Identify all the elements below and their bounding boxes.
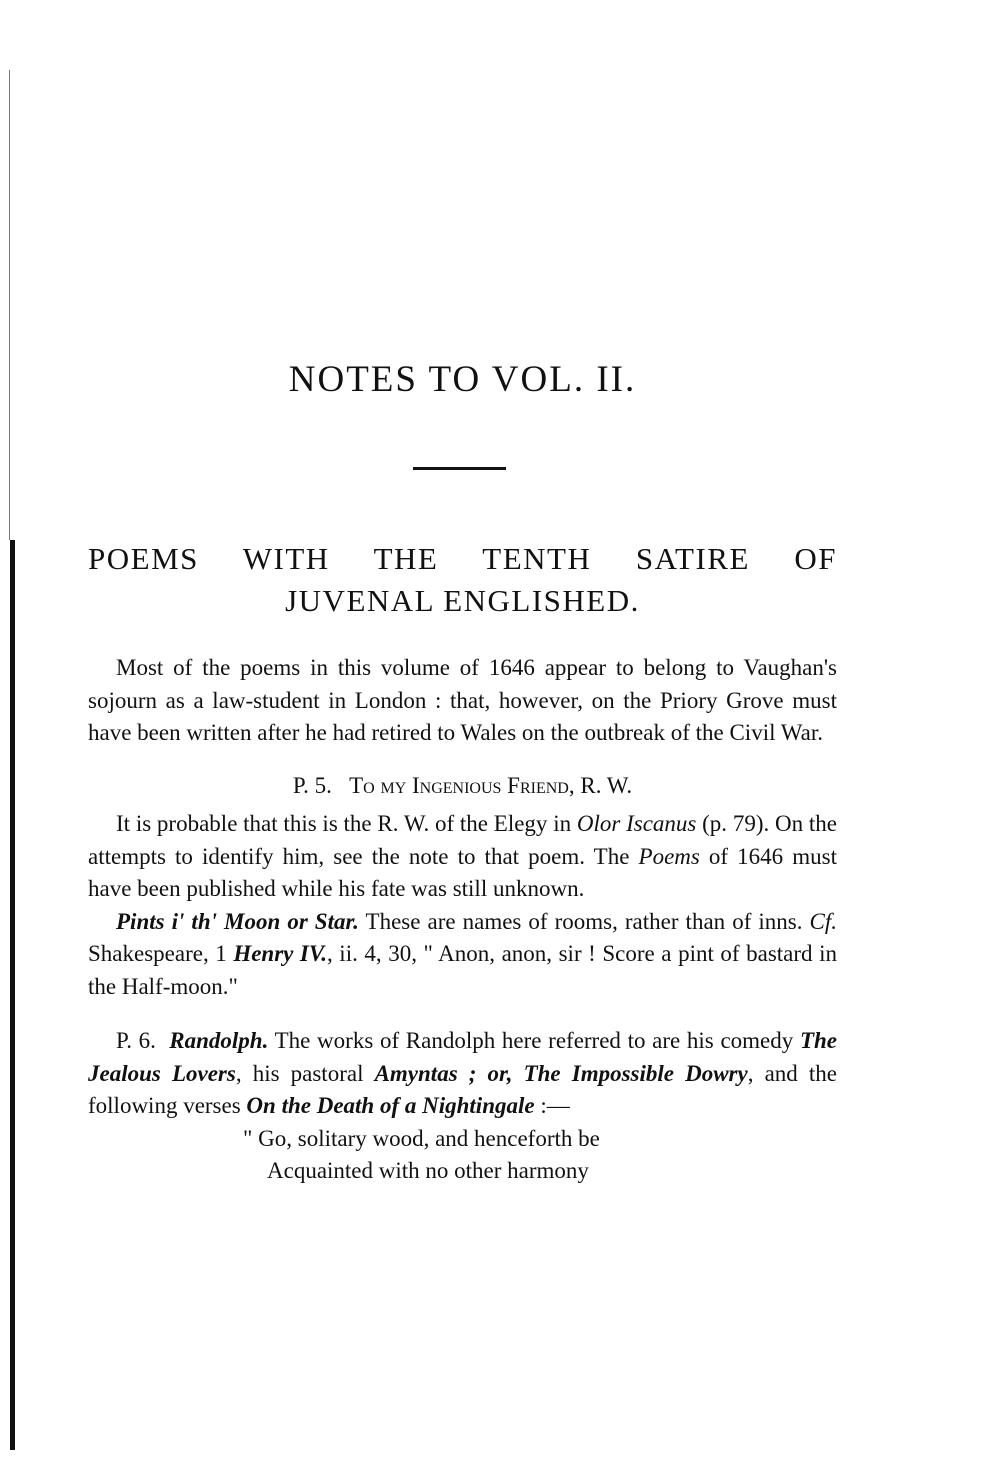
text-run: :— (534, 1093, 570, 1118)
italic-title: On the Death of a Nightingale (246, 1093, 535, 1118)
italic-phrase: Randolph. (169, 1028, 269, 1053)
binding-edge (10, 540, 15, 1450)
volume-title: NOTES TO VOL. II. (288, 359, 637, 400)
note-ref-p5: P. 5. (292, 772, 332, 798)
gutter-line (9, 70, 10, 540)
text-run: , his pastoral (235, 1060, 375, 1086)
verse-line-2: Acquainted with no other harmony (267, 1158, 589, 1183)
text-run: The works of Randolph here referred to are his comedy (268, 1028, 800, 1053)
text-run: of 1646 must have been published while his fate was still unknown. (88, 843, 838, 901)
italic-abbrev: Cf. (809, 908, 838, 934)
intro-paragraph: Most of the poems in this volume of 1646 appear to belong to Vaughan's sojourn as a law-student in London : that, however, on the Priory Grove must have been written after he had retired to Wales on the outbreak of the Civil War. (88, 655, 837, 745)
title-rule (413, 467, 506, 470)
italic-title: Henry IV. (233, 941, 327, 966)
note-p6-paragraph (88, 1025, 837, 1123)
notes-body (88, 652, 837, 1188)
note-ref-p6: P. 6. (116, 1028, 156, 1053)
section-title-line-1: POEMS WITH THE TENTH SATIRE OF (88, 541, 837, 576)
text-run: These are names of rooms, rather than of inns. (358, 908, 810, 934)
italic-phrase: Pints i' th' Moon or Star. (116, 908, 359, 934)
text-run: , and the following verses (88, 1060, 837, 1118)
section-title (88, 538, 837, 622)
verse-quote (88, 1123, 837, 1188)
verse-line-1: " Go, solitary wood, and henceforth be (243, 1125, 600, 1151)
text-run: It is probable that this is the R. W. of the Elegy in (116, 811, 577, 836)
italic-title: The Jealous Lovers (88, 1028, 837, 1086)
text-run: (p. 79). On the attempts to identify him, see the note to that poem. The (88, 811, 837, 869)
section-title-line-2: JUVENAL ENGLISHED. (285, 583, 640, 618)
text-run: , ii. 4, 30, " Anon, anon, sir ! Score a pint of bastard in the Half-moon." (88, 941, 837, 999)
text-run: Shakespeare, 1 (88, 941, 234, 966)
italic-title: Amyntas ; or, The Impossible Dowry (374, 1060, 748, 1086)
note-p5-paragraph-1 (88, 808, 837, 906)
note-p5-paragraph-2 (88, 906, 837, 1004)
note-title-p5: To my Ingenious Friend, R. W. (349, 772, 633, 798)
italic-title: Olor Iscanus (576, 811, 697, 836)
italic-title: Poems (638, 843, 700, 869)
note-heading-p5 (88, 770, 837, 803)
